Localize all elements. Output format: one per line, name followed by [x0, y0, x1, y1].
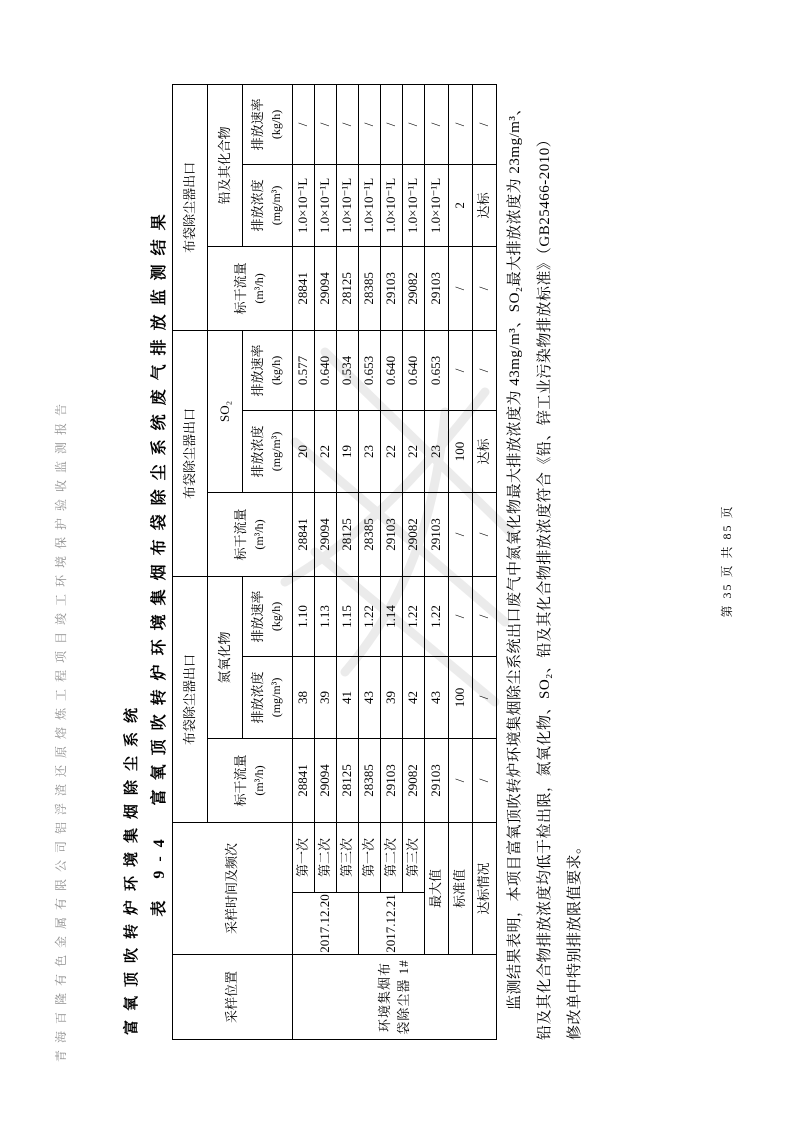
value-cell: 43 [359, 656, 381, 738]
value-cell: / [449, 246, 473, 330]
header-flow-unit: (m³/h) [251, 519, 266, 550]
header-rate-so2 [243, 330, 293, 410]
note-line: 监测结果表明，本项目富氧顶吹转炉环境集烟除尘系统出口废气中氮氧化物最大排放浓度为 43mg/m³、SO₂最大排放浓度为 23mg/m³、 [507, 100, 523, 1010]
header-flow-label: 标干流量 [232, 508, 248, 561]
value-cell: 41 [337, 656, 359, 738]
header-rate-pb [243, 84, 293, 164]
value-cell: 0.653 [359, 330, 381, 410]
value-cell: 100 [449, 410, 473, 492]
value-cell: 29082 [403, 492, 425, 576]
header-flow-unit: (m³/h) [251, 765, 266, 796]
value-cell: / [473, 576, 497, 656]
value-cell: / [403, 84, 425, 164]
value-cell: 39 [315, 656, 337, 738]
header-time-frequency: 采样时间及频次 [173, 822, 293, 954]
header-flow-nox [208, 738, 293, 822]
table-row [359, 84, 381, 1039]
value-cell: 0.653 [425, 330, 449, 410]
table-row [293, 84, 315, 1039]
value-cell: / [381, 84, 403, 164]
value-cell: 28385 [359, 738, 381, 822]
page-header: 青海百隆有色金属有限公司铝浮渣还原熔炼工程项目竣工环境保护验收监测报告 [54, 396, 68, 1062]
frequency-cell: 第三次 [403, 822, 425, 892]
value-cell: 1.0×10⁻¹L [359, 164, 381, 246]
header-conc-nox [243, 656, 293, 738]
value-cell: / [449, 84, 473, 164]
summary-label-cell: 标准值 [449, 822, 473, 954]
value-cell: 1.22 [403, 576, 425, 656]
header-conc-label: 排放浓度 [250, 425, 266, 478]
header-pollutant-pb: 铅及其化合物 [208, 84, 243, 246]
value-cell: / [449, 330, 473, 410]
value-cell: 29082 [403, 246, 425, 330]
value-cell: 100 [449, 656, 473, 738]
table-head-rows [173, 84, 293, 1039]
value-cell: / [473, 738, 497, 822]
header-rate-label: 排放速率 [250, 98, 266, 151]
value-cell: / [315, 84, 337, 164]
header-conc-label: 排放浓度 [250, 671, 266, 724]
header-pollutant-so2: SO₂ [208, 330, 243, 492]
date-cell: 2017.12.21 [359, 893, 425, 955]
value-cell: 1.0×10⁻¹L [403, 164, 425, 246]
value-cell: / [449, 576, 473, 656]
value-cell: 29103 [425, 246, 449, 330]
value-cell: 23 [359, 410, 381, 492]
value-cell: 38 [293, 656, 315, 738]
header-rate-label: 排放速率 [250, 344, 266, 397]
summary-row [473, 84, 497, 1039]
value-cell: / [449, 738, 473, 822]
table-body [293, 84, 497, 1039]
value-cell: 达标 [473, 164, 497, 246]
value-cell: 1.0×10⁻¹L [425, 164, 449, 246]
value-cell: 22 [315, 410, 337, 492]
value-cell: / [473, 246, 497, 330]
header-pollutant-nox: 氮氧化物 [208, 576, 243, 738]
value-cell: 29103 [425, 492, 449, 576]
header-conc-unit: (mg/m³) [269, 185, 284, 226]
value-cell: 2 [449, 164, 473, 246]
value-cell: 0.640 [381, 330, 403, 410]
header-conc-label: 排放浓度 [250, 179, 266, 232]
value-cell: 1.15 [337, 576, 359, 656]
table-title: 表 9-4 富氧顶吹转炉环境集烟布袋除尘系统废气排放监测结果 [151, 205, 168, 917]
sampling-location-cell: 环境集烟布袋除尘器 1# [293, 955, 497, 1040]
header-sampling-location: 采样位置 [173, 955, 293, 1040]
note-line: 铅及其化合物排放浓度均低于检出限，氮氧化物、SO₂、铅及其化合物排放浓度符合《铅、锌工业污染物排放标准》（GB25466-2010） [537, 131, 553, 1040]
value-cell: 20 [293, 410, 315, 492]
value-cell: 28841 [293, 738, 315, 822]
value-cell: 43 [425, 656, 449, 738]
value-cell: 23 [425, 410, 449, 492]
value-cell: 29103 [381, 738, 403, 822]
header-conc-so2 [243, 410, 293, 492]
value-cell: 1.0×10⁻¹L [315, 164, 337, 246]
value-cell: / [473, 330, 497, 410]
value-cell: 42 [403, 656, 425, 738]
value-cell: 28385 [359, 492, 381, 576]
value-cell: 29103 [425, 738, 449, 822]
frequency-cell: 第二次 [381, 822, 403, 892]
header-rate-label: 排放速率 [250, 590, 266, 643]
value-cell: 1.22 [425, 576, 449, 656]
header-rate-nox [243, 576, 293, 656]
value-cell: / [359, 84, 381, 164]
header-flow-unit: (m³/h) [251, 273, 266, 304]
value-cell: 1.13 [315, 576, 337, 656]
header-flow-label: 标干流量 [232, 262, 248, 315]
value-cell: 29082 [403, 738, 425, 822]
summary-label-cell: 最大值 [425, 822, 449, 954]
value-cell: 28125 [337, 492, 359, 576]
value-cell: 22 [403, 410, 425, 492]
value-cell: 29103 [381, 246, 403, 330]
value-cell: / [293, 84, 315, 164]
note-line: 修改单中特别排放限值要求。 [567, 838, 583, 1040]
value-cell: 达标 [473, 410, 497, 492]
value-cell: 1.22 [359, 576, 381, 656]
header-flow-pb [208, 246, 293, 330]
value-cell: 28841 [293, 492, 315, 576]
value-cell: 29103 [381, 492, 403, 576]
header-row-groups [173, 84, 208, 1039]
frequency-cell: 第二次 [315, 822, 337, 892]
summary-row [425, 84, 449, 1039]
value-cell: 0.577 [293, 330, 315, 410]
header-rate-unit: (kg/h) [269, 355, 284, 386]
header-conc-pb [243, 164, 293, 246]
value-cell: / [473, 84, 497, 164]
value-cell: 0.534 [337, 330, 359, 410]
frequency-cell: 第三次 [337, 822, 359, 892]
header-conc-unit: (mg/m³) [269, 431, 284, 472]
header-conc-unit: (mg/m³) [269, 677, 284, 718]
value-cell: / [449, 492, 473, 576]
value-cell: 29094 [315, 738, 337, 822]
value-cell: 0.640 [315, 330, 337, 410]
header-outlet-pb-group: 布袋除尘器出口 [173, 84, 208, 330]
value-cell: 28125 [337, 738, 359, 822]
result-note [500, 55, 590, 1040]
page-footer: 第 35 页 共 85 页 [720, 504, 734, 618]
value-cell: / [425, 84, 449, 164]
value-cell: / [473, 656, 497, 738]
value-cell: 0.640 [403, 330, 425, 410]
value-cell: 1.0×10⁻¹L [337, 164, 359, 246]
value-cell: / [337, 84, 359, 164]
date-cell: 2017.12.20 [293, 893, 359, 955]
value-cell: 28841 [293, 246, 315, 330]
frequency-cell: 第一次 [359, 822, 381, 892]
monitoring-table [172, 84, 497, 1040]
header-outlet-nox-group: 布袋除尘器出口 [173, 576, 208, 822]
value-cell: 1.10 [293, 576, 315, 656]
value-cell: 29094 [315, 492, 337, 576]
value-cell: 28125 [337, 246, 359, 330]
value-cell: 1.0×10⁻¹L [293, 164, 315, 246]
value-cell: 1.0×10⁻¹L [381, 164, 403, 246]
header-rate-unit: (kg/h) [269, 109, 284, 140]
summary-row [449, 84, 473, 1039]
value-cell: 1.14 [381, 576, 403, 656]
header-flow-label: 标干流量 [232, 754, 248, 807]
value-cell: / [473, 492, 497, 576]
section-heading: 富氧顶吹转炉环境集烟除尘系统 [124, 698, 140, 1035]
frequency-cell: 第一次 [293, 822, 315, 892]
value-cell: 39 [381, 656, 403, 738]
value-cell: 29094 [315, 246, 337, 330]
value-cell: 19 [337, 410, 359, 492]
value-cell: 28385 [359, 246, 381, 330]
header-rate-unit: (kg/h) [269, 601, 284, 632]
value-cell: 22 [381, 410, 403, 492]
header-flow-so2 [208, 492, 293, 576]
header-outlet-so2-group: 布袋除尘器出口 [173, 330, 208, 576]
summary-label-cell: 达标情况 [473, 822, 497, 954]
